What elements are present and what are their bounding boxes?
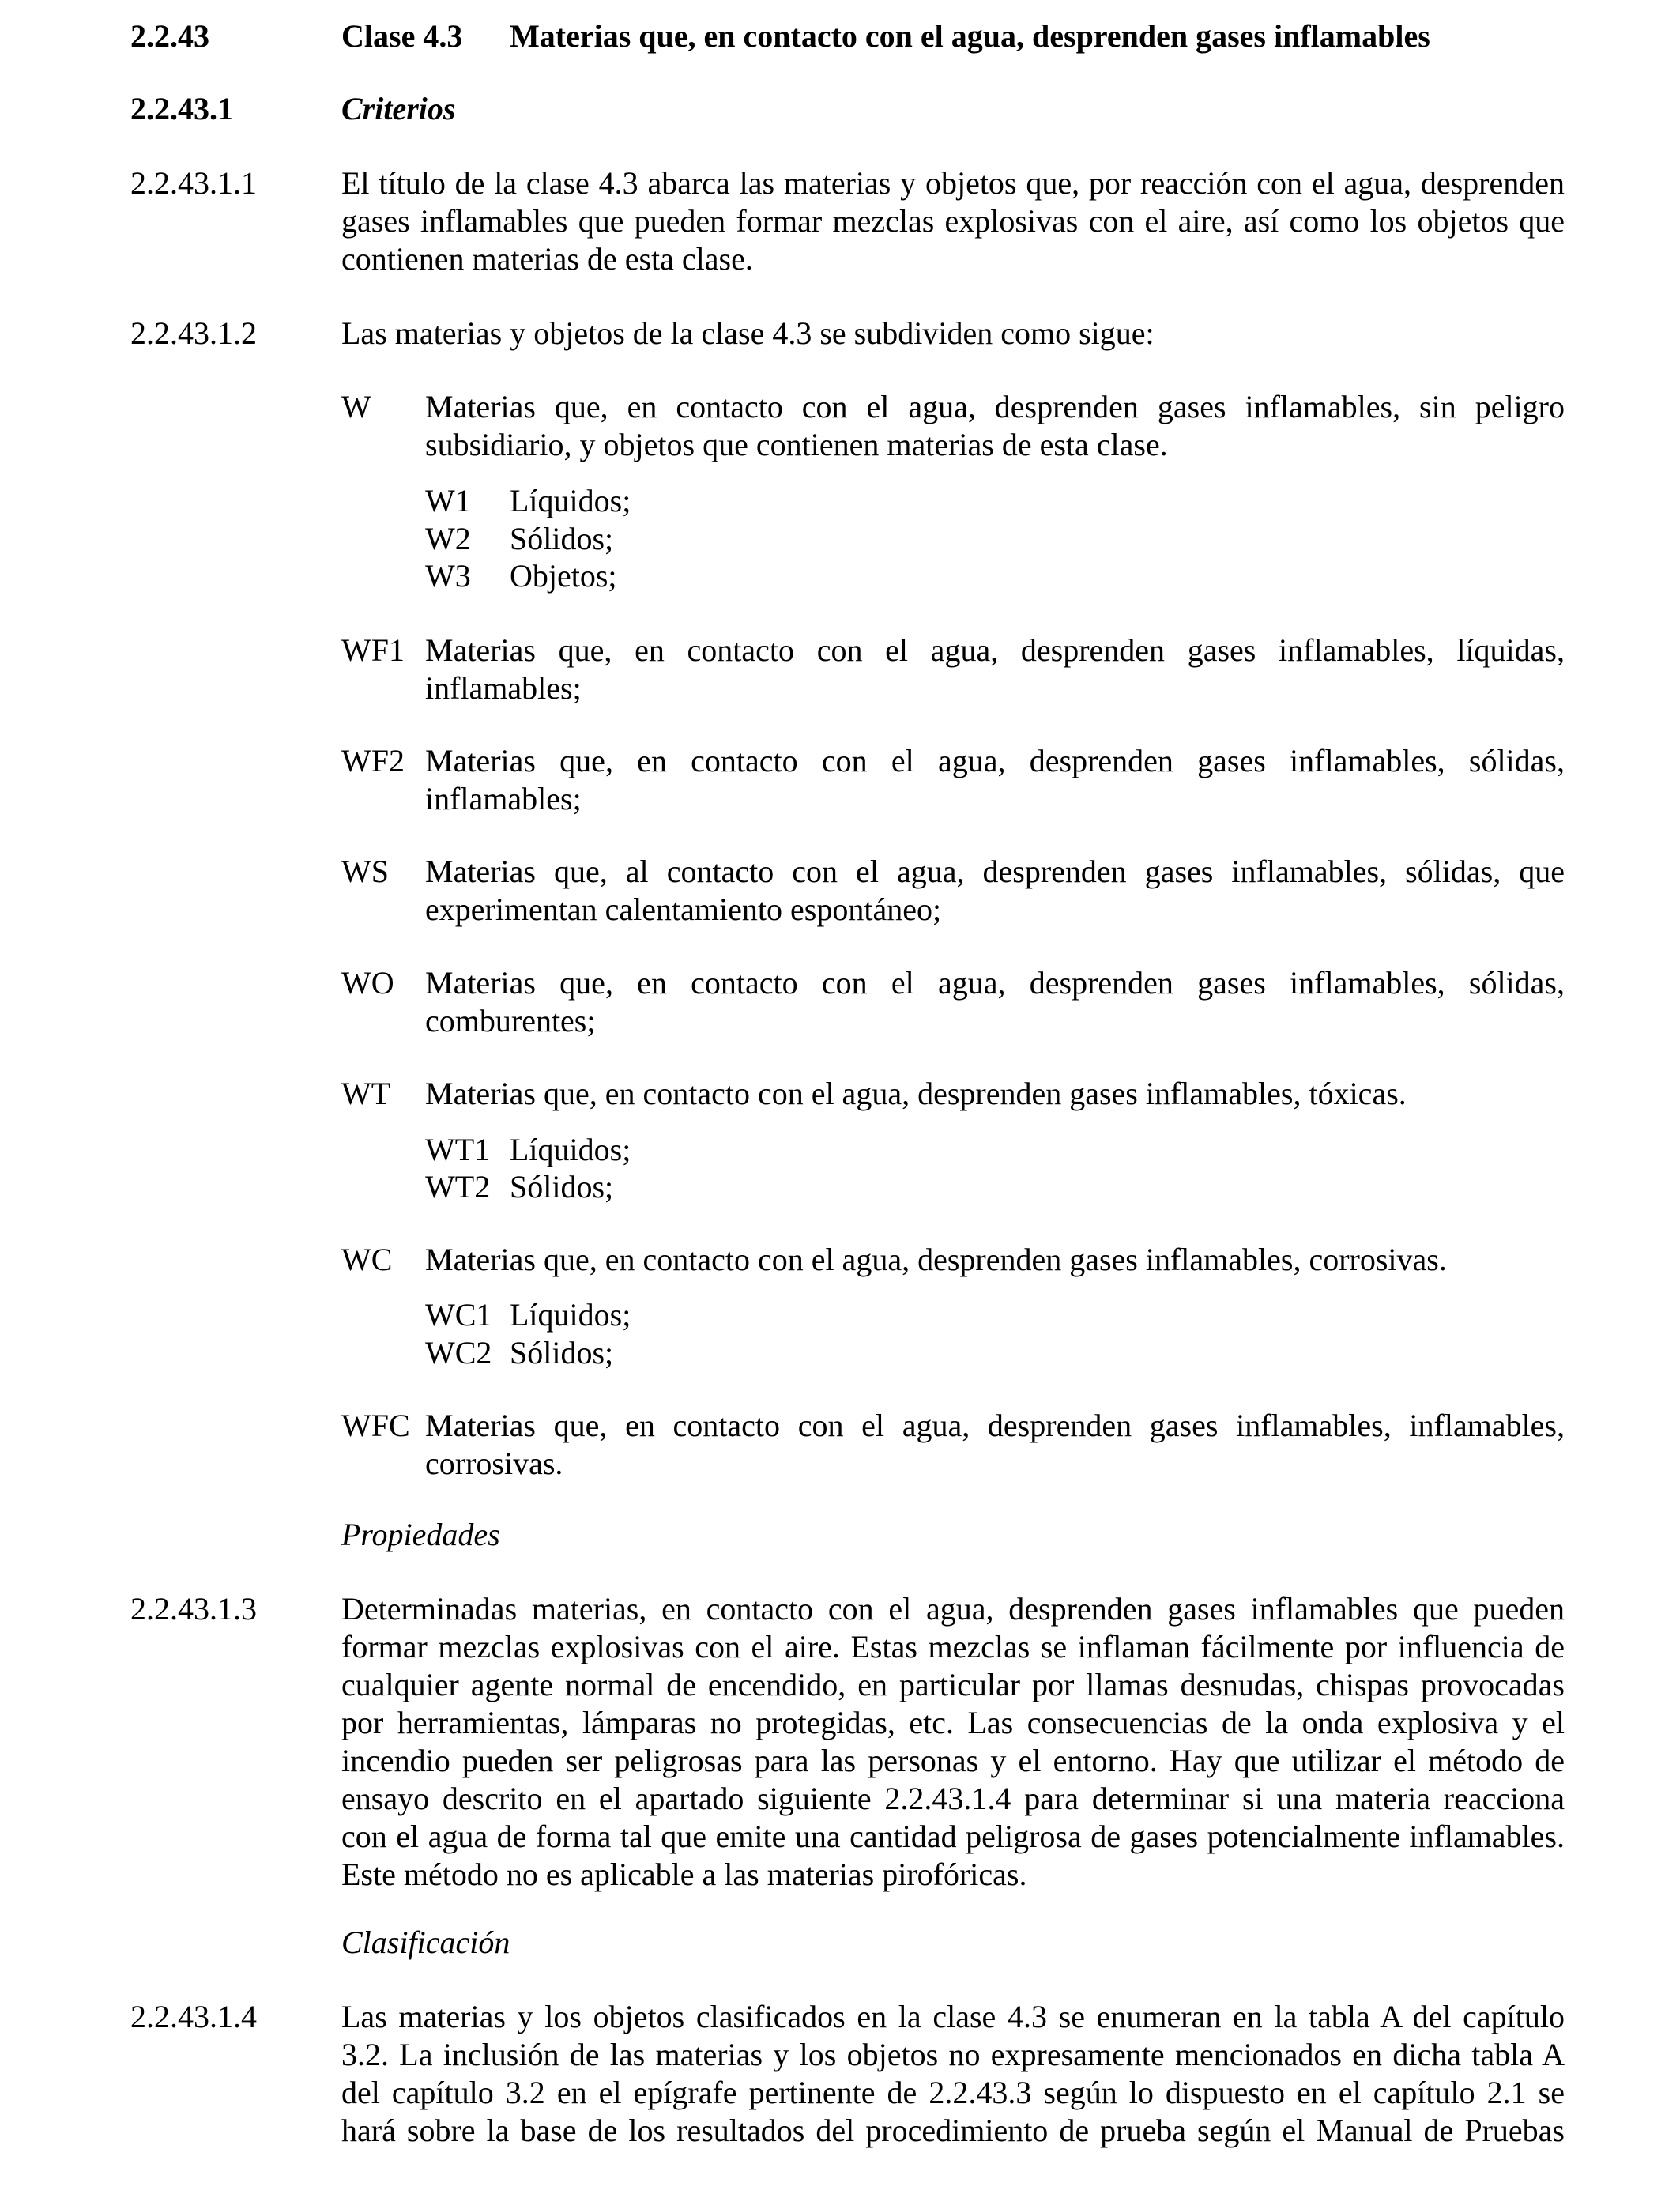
clasificacion-heading: Clasificación	[341, 1924, 510, 1960]
group-line: corrosivas.	[425, 1446, 563, 1481]
group-line: Materias que, al contacto con el agua, desprenden gases inflamables, sólidas, que	[425, 854, 1565, 889]
class-label: Clase 4.3	[341, 18, 463, 54]
group-text-ws	[425, 853, 1565, 929]
paragraph-line: hará sobre la base de los resultados del procedimiento de prueba según el Manual de Pruebas	[341, 2113, 1565, 2148]
group-text-wc: Materias que, en contacto con el agua, desprenden gases inflamables, corrosivas.	[425, 1242, 1447, 1277]
paragraph-1-2: Las materias y objetos de la clase 4.3 se subdividen como sigue:	[341, 315, 1155, 351]
subgroup-label: Sólidos;	[510, 521, 614, 556]
group-line: Materias que, en contacto con el agua, desprenden gases inflamables, sólidas,	[425, 743, 1565, 778]
subgroup-label: Líquidos;	[510, 1297, 631, 1333]
paragraph-line: Este método no es aplicable a las materias pirofóricas.	[341, 1857, 1027, 1892]
subgroup-code: W2	[425, 521, 471, 556]
section-title: Materias que, en contacto con el agua, desprenden gases inflamables	[510, 18, 1430, 54]
propiedades-heading: Propiedades	[341, 1517, 500, 1552]
paragraph-line: incendio pueden ser peligrosas para las personas y el entorno. Hay que utilizar el método de	[341, 1743, 1565, 1778]
subsection-number: 2.2.43.1	[130, 91, 233, 126]
paragraph-line: contienen materias de esta clase.	[341, 241, 753, 277]
paragraph-number-1-4: 2.2.43.1.4	[130, 1999, 257, 2034]
section-number: 2.2.43	[130, 18, 209, 54]
subgroup-label: Líquidos;	[510, 483, 631, 518]
group-line: Materias que, en contacto con el agua, desprenden gases inflamables, sólidas,	[425, 965, 1565, 1001]
paragraph-number-1-1: 2.2.43.1.1	[130, 165, 257, 201]
group-line: comburentes;	[425, 1003, 596, 1039]
group-text-wt: Materias que, en contacto con el agua, desprenden gases inflamables, tóxicas.	[425, 1076, 1407, 1111]
group-text-wf2	[425, 742, 1565, 818]
subgroup-code: WC2	[425, 1335, 492, 1370]
group-line: Materias que, en contacto con el agua, desprenden gases inflamables, inflamables,	[425, 1408, 1565, 1443]
paragraph-line: El título de la clase 4.3 abarca las materias y objetos que, por reacción con el agua, desprenden	[341, 165, 1565, 201]
subgroup-label: Objetos;	[510, 558, 617, 594]
subgroup-code: WC1	[425, 1297, 492, 1333]
group-code-ws: WS	[341, 854, 389, 889]
subgroup-code: W3	[425, 558, 471, 594]
paragraph-line: 3.2. La inclusión de las materias y los objetos no expresamente mencionados en dicha tabla A	[341, 2037, 1565, 2072]
paragraph-number-1-3: 2.2.43.1.3	[130, 1591, 257, 1627]
subgroup-label: Sólidos;	[510, 1335, 614, 1370]
group-text-wo	[425, 964, 1565, 1040]
group-text-w	[425, 388, 1565, 464]
group-code-wo: WO	[341, 965, 394, 1001]
group-text-wf1	[425, 631, 1565, 707]
group-code-wc: WC	[341, 1242, 393, 1277]
group-code-wf2: WF2	[341, 743, 405, 778]
group-code-wt: WT	[341, 1076, 391, 1111]
subgroup-label: Líquidos;	[510, 1132, 631, 1167]
paragraph-line: ensayo descrito en el apartado siguiente 2.2.43.1.4 para determinar si una materia reacciona	[341, 1781, 1565, 1816]
paragraph-line: del capítulo 3.2 en el epígrafe pertinente de 2.2.43.3 según lo dispuesto en el capítulo 2.1 se	[341, 2075, 1565, 2110]
group-code-w: W	[341, 389, 371, 424]
paragraph-number-1-2: 2.2.43.1.2	[130, 315, 257, 351]
paragraph-line: gases inflamables que pueden formar mezclas explosivas con el aire, así como los objetos que	[341, 203, 1565, 239]
group-code-wfc: WFC	[341, 1408, 410, 1443]
paragraph-line: cualquier agente normal de encendido, en particular por llamas desnudas, chispas provocadas	[341, 1667, 1565, 1702]
paragraph-line: con el agua de forma tal que emite una cantidad peligrosa de gases potencialmente inflamables.	[341, 1819, 1565, 1854]
subgroup-code: WT2	[425, 1169, 491, 1204]
paragraph-line: formar mezclas explosivas con el aire. Estas mezclas se inflaman fácilmente por influencia de	[341, 1629, 1565, 1664]
group-line: Materias que, en contacto con el agua, desprenden gases inflamables, líquidas,	[425, 632, 1565, 668]
paragraph-line: Determinadas materias, en contacto con el agua, desprenden gases inflamables que pueden	[341, 1591, 1565, 1627]
subgroup-code: WT1	[425, 1132, 491, 1167]
group-line: subsidiario, y objetos que contienen materias de esta clase.	[425, 427, 1168, 462]
paragraph-line: por herramientas, lámparas no protegidas, etc. Las consecuencias de la onda explosiva y el	[341, 1705, 1565, 1740]
subgroup-label: Sólidos;	[510, 1169, 614, 1204]
group-code-wf1: WF1	[341, 632, 405, 668]
subgroup-code: W1	[425, 483, 471, 518]
paragraph-1-3	[341, 1590, 1565, 1894]
group-line: experimentan calentamiento espontáneo;	[425, 892, 942, 927]
group-line: inflamables;	[425, 670, 582, 706]
paragraph-line: Las materias y los objetos clasificados en la clase 4.3 se enumeran en la tabla A del capítulo	[341, 1999, 1565, 2034]
paragraph-1-1	[341, 164, 1565, 278]
group-line: inflamables;	[425, 781, 582, 816]
group-line: Materias que, en contacto con el agua, desprenden gases inflamables, sin peligro	[425, 389, 1565, 424]
subsection-title: Criterios	[341, 91, 456, 126]
group-text-wfc	[425, 1407, 1565, 1483]
paragraph-1-4	[341, 1998, 1565, 2150]
